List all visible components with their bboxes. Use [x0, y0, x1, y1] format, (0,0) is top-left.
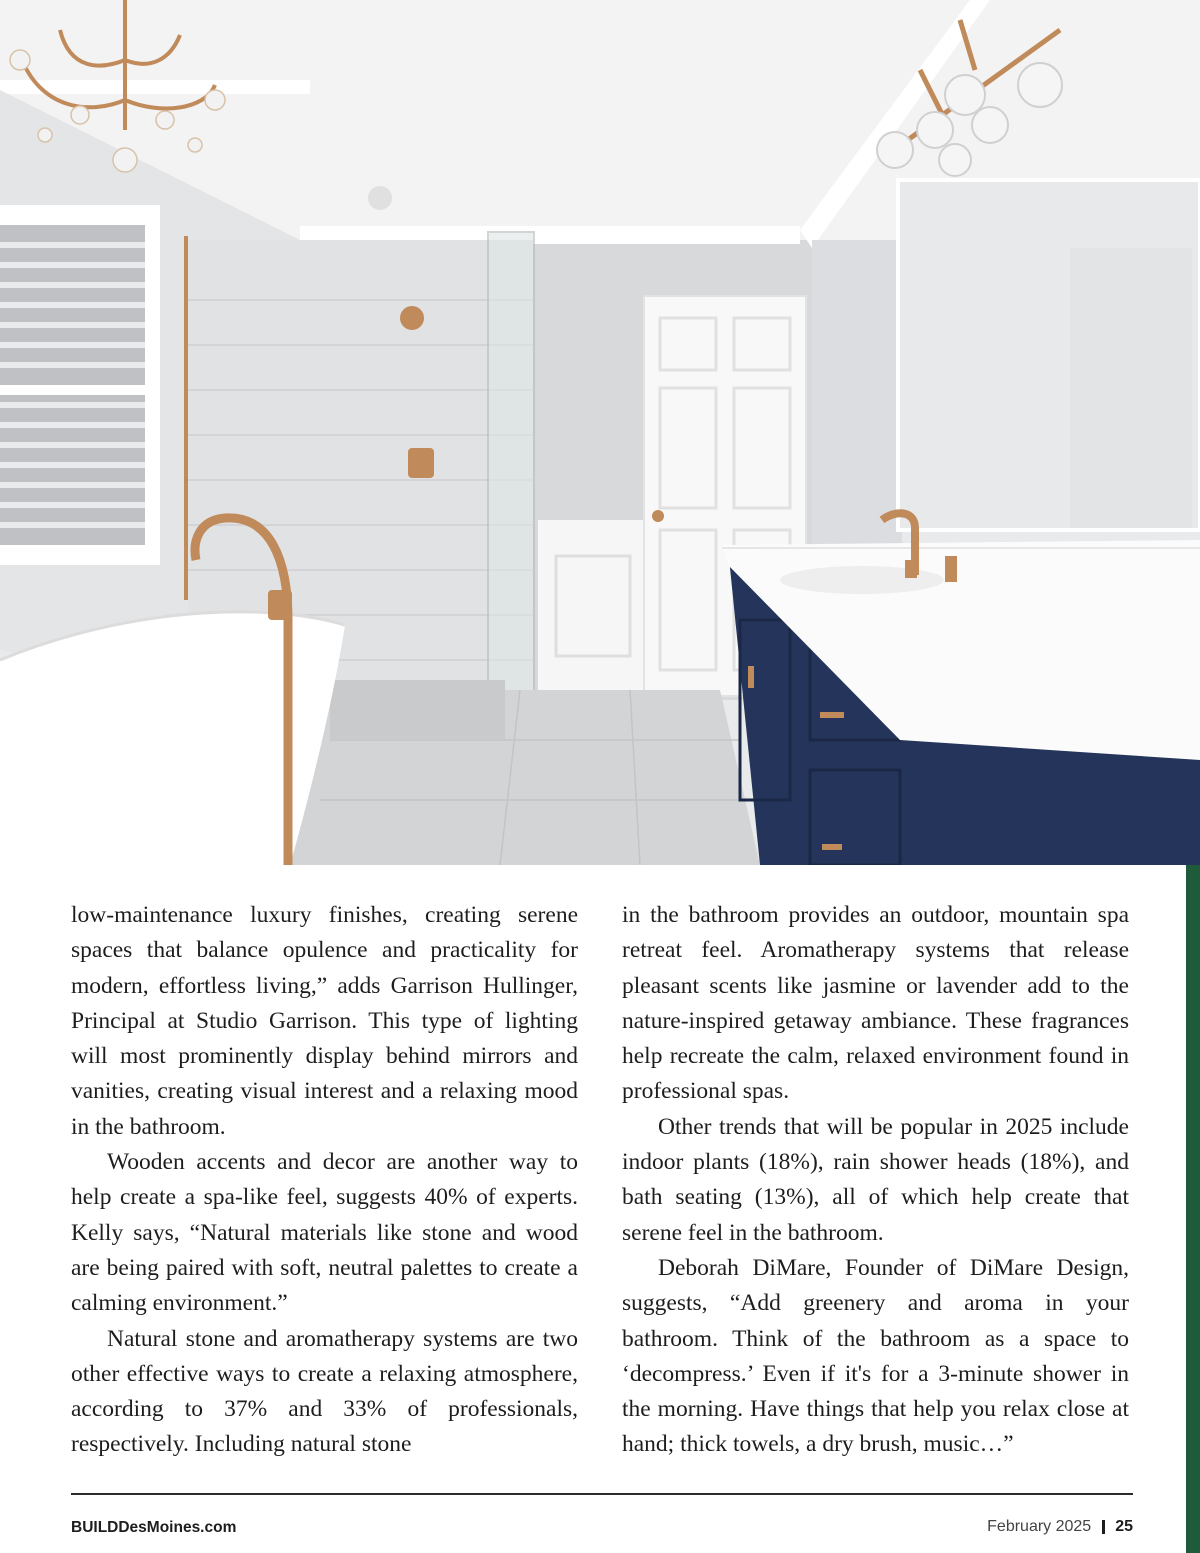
page-number: 25	[1115, 1518, 1133, 1535]
footer-page-info	[987, 1518, 1133, 1536]
accent-edge-bar	[1186, 865, 1200, 1553]
footer-separator	[1102, 1520, 1105, 1534]
article-column-left	[71, 898, 578, 1463]
footer-rule	[71, 1493, 1133, 1495]
paragraph: Natural stone and aromatherapy systems are two other effective ways to create a relaxing atmosphere, according to 37% and 33% of professionals, respectively. Including natural stone	[71, 1325, 578, 1458]
paragraph: Wooden accents and decor are another way to help create a spa-like feel, suggests 40% of experts. Kelly says, “Natural materials like stone and wood are being paired with soft, neutral palettes to create a calming environment.”	[71, 1149, 578, 1317]
paragraph: low-maintenance luxury finishes, creating serene spaces that balance opulence and practicality for modern, effortless living,” adds Garrison Hullinger, Principal at Studio Garrison. This type of lighting will most prominently display behind mirrors and vanities, creating visual interest and a relaxing mood in the bathroom.	[71, 902, 578, 1140]
paragraph: in the bathroom provides an outdoor, mountain spa retreat feel. Aromatherapy systems that release pleasant scents like jasmine or lavender add to the nature-inspired getaway ambiance. These fragrances help recreate the calm, relaxed environment found in professional spas.	[622, 902, 1129, 1105]
paragraph: Deborah DiMare, Founder of DiMare Design, suggests, “Add greenery and aroma in your bathroom. Think of the bathroom as a space to ‘decompress.’ Even if it's for a 3-minute shower in the morning. Have things that help you relax close at hand; thick towels, a dry brush, music…”	[622, 1254, 1129, 1458]
paragraph: Other trends that will be popular in 2025 include indoor plants (18%), rain shower heads (18%), and bath seating (13%), all of which help create that serene feel in the bathroom.	[622, 1113, 1129, 1246]
footer-site-name: BUILDDesMoines.com	[71, 1519, 237, 1536]
article-column-right	[622, 898, 1129, 1463]
footer-date: February 2025	[987, 1518, 1092, 1535]
